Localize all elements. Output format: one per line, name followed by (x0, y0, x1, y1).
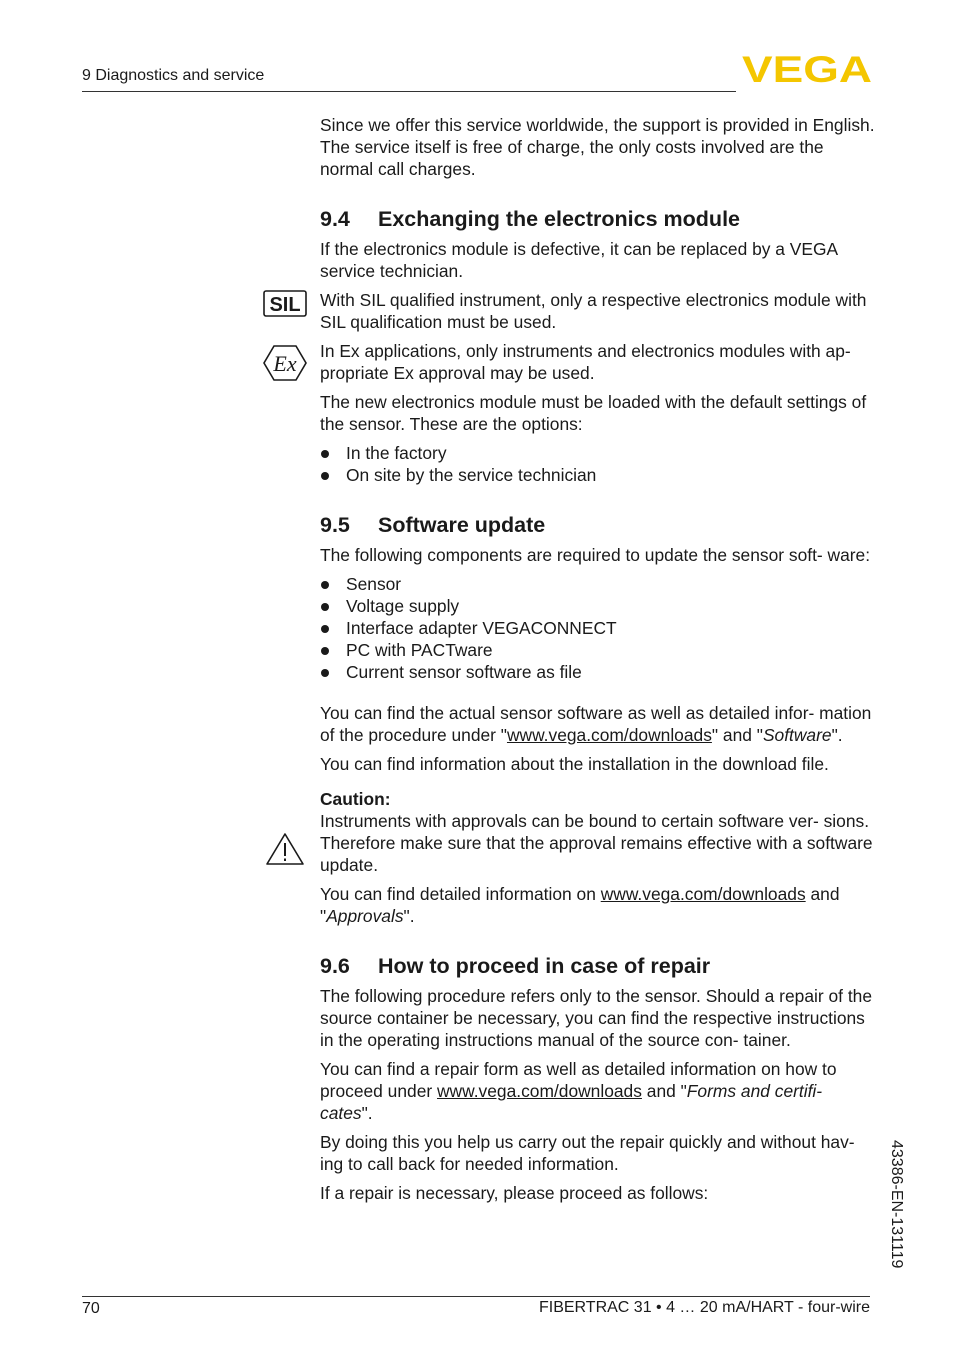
section-title: How to proceed in case of repair (378, 954, 711, 978)
options-list (320, 442, 876, 486)
section-number: 9.4 (320, 207, 350, 231)
section-title: Software update (378, 513, 546, 537)
bullet-icon (321, 647, 329, 655)
section-9-6-heading (320, 953, 876, 979)
paragraph: You can find detailed information on www.vega.com/downloads and "Approvals". (320, 884, 840, 926)
downloads-link[interactable]: www.vega.com/downloads (437, 1081, 642, 1101)
footer-product: FIBERTRAC 31 • 4 … 20 mA/HART - four-wire (538, 1299, 870, 1316)
document-code: 43386-EN-131119 (888, 1140, 905, 1269)
page-number: 70 (82, 1300, 100, 1317)
section-9-5-heading (320, 512, 876, 538)
paragraph: You can find the actual sensor software as well as detailed infor- mation of the procedure under "www.vega.com/downloads" and "Software". (320, 703, 872, 745)
paragraph: The following procedure refers only to the sensor. Should a repair of the source container be necessary, you can find the respective instructions in the operating instructions manual of the source con- tainer. (320, 986, 872, 1050)
bullet-icon (321, 581, 329, 589)
logo-text: VEGA (742, 52, 872, 84)
paragraph: By doing this you help us carry out the repair quickly and without hav- ing to call back for needed information. (320, 1132, 855, 1174)
warning-triangle-icon (265, 832, 305, 866)
vega-logo (742, 52, 872, 84)
main-content (320, 114, 876, 1211)
list-item: Sensor (320, 573, 876, 595)
list-item: Voltage supply (320, 595, 876, 617)
section-number: 9.6 (320, 954, 350, 978)
list-item: Interface adapter VEGACONNECT (320, 617, 876, 639)
footer-rule (82, 1296, 870, 1297)
caution-label: Caution: (320, 789, 391, 809)
bullet-icon (321, 450, 329, 458)
caution-block: Caution: Instruments with approvals can be bound to certain software ver- sions. Therefore make sure that the approval remains effective with a software update. (320, 789, 873, 875)
paragraph: You can find a repair form as well as detailed information on how to proceed under www.vega.com/downloads and "Forms and certifi- cates". (320, 1059, 837, 1123)
ex-hexagon-icon (263, 344, 307, 382)
bullet-icon (321, 472, 329, 480)
paragraph: The following components are required to update the sensor soft- ware: (320, 545, 871, 565)
bullet-icon (321, 625, 329, 633)
bullet-icon (321, 669, 329, 677)
section-9-4-heading (320, 206, 876, 232)
sil-note: With SIL qualified instrument, only a respective electronics module with SIL qualification must be used. (320, 290, 867, 332)
bullet-icon (321, 603, 329, 611)
paragraph: If a repair is necessary, please proceed as follows: (320, 1183, 709, 1203)
downloads-link[interactable]: www.vega.com/downloads (506, 725, 712, 745)
sil-icon (263, 290, 307, 317)
downloads-link[interactable]: www.vega.com/downloads (600, 884, 806, 904)
intro-paragraph: Since we offer this service worldwide, the support is provided in English. The service itself is free of charge, the only costs involved are the normal call charges. (320, 115, 875, 179)
section-number: 9.5 (320, 513, 350, 537)
paragraph: If the electronics module is defective, it can be replaced by a VEGA service technician. (320, 239, 838, 281)
list-item: PC with PACTware (320, 639, 876, 661)
header-rule (82, 91, 736, 92)
list-item: In the factory (320, 442, 876, 464)
svg-text:SIL: SIL (269, 294, 301, 316)
components-list (320, 573, 876, 683)
list-item: On site by the service technician (320, 464, 876, 486)
list-item: Current sensor software as file (320, 661, 876, 683)
paragraph: The new electronics module must be loaded with the default settings of the sensor. These are the options: (320, 392, 867, 434)
paragraph: You can find information about the installation in the download file. (320, 754, 829, 774)
section-title: Exchanging the electronics module (378, 207, 740, 231)
header-chapter: 9 Diagnostics and service (82, 67, 265, 84)
svg-text:Ex: Ex (273, 351, 297, 376)
ex-note: In Ex applications, only instruments and electronics modules with ap- propriate Ex approval may be used. (320, 341, 851, 383)
